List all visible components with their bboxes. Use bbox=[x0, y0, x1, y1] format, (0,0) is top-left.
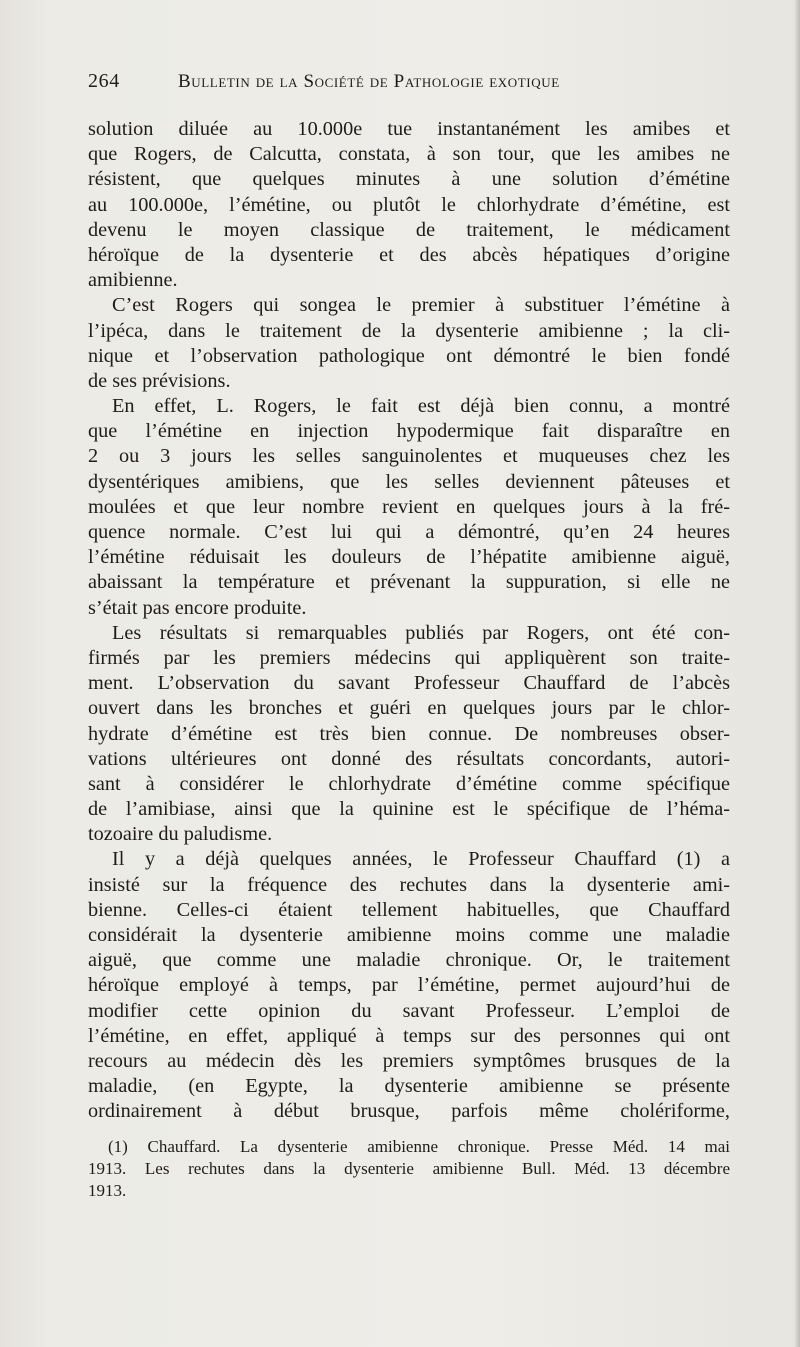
text-line: hydrate d’émétine est très bien connue. De nombreuses obser- bbox=[88, 722, 730, 745]
text-line: sant à considérer le chlorhydrate d’émétine comme spécifique bbox=[88, 772, 730, 795]
page-header bbox=[88, 70, 740, 93]
page-number: 264 bbox=[88, 70, 120, 92]
text-line: aiguë, que comme une maladie chronique. Or, le traitement bbox=[88, 949, 730, 972]
text-line: que Rogers, de Calcutta, constata, à son tour, que les amibes ne bbox=[88, 143, 730, 166]
text-line: Les résultats si remarquables publiés par Rogers, ont été con- bbox=[112, 621, 730, 644]
text-line: ment. L’observation du savant Professeur Chauffard de l’abcès bbox=[88, 672, 730, 695]
text-line: héroïque de la dysenterie et des abcès hépatiques d’origine bbox=[88, 243, 730, 266]
running-head: Bulletin de la Société de Pathologie exotique bbox=[178, 71, 560, 92]
text-line: En effet, L. Rogers, le fait est déjà bien connu, a montré bbox=[112, 395, 730, 418]
text-line: abaissant la température et prévenant la suppuration, si elle ne bbox=[88, 571, 730, 594]
text-line: amibienne. bbox=[88, 269, 178, 292]
text-line: moulées et que leur nombre revient en quelques jours à la fré- bbox=[88, 495, 730, 518]
text-line: ordinairement à début brusque, parfois même cholériforme, bbox=[88, 1100, 730, 1123]
text-line: recours au médecin dès les premiers symptômes brusques de la bbox=[88, 1049, 730, 1072]
footnotes bbox=[88, 1136, 730, 1202]
text-line: considérait la dysenterie amibienne moins comme une maladie bbox=[88, 924, 730, 946]
text-line: solution diluée au 10.000e tue instantanément les amibes et bbox=[88, 118, 730, 140]
text-line: firmés par les premiers médecins qui appliquèrent son traite- bbox=[88, 646, 730, 669]
text-line: ouvert dans les bronches et guéri en quelques jours par le chlor- bbox=[88, 697, 730, 720]
body-text bbox=[88, 117, 730, 1125]
text-line: devenu le moyen classique de traitement, le médicament bbox=[88, 218, 730, 241]
footnote-line: 1913. bbox=[88, 1181, 127, 1200]
text-line: résistent, que quelques minutes à une solution d’émétine bbox=[88, 168, 730, 191]
text-line: Il y a déjà quelques années, le Professeur Chauffard (1) a bbox=[112, 848, 730, 871]
text-line: vations ultérieures ont donné des résultats concordants, autori- bbox=[88, 747, 730, 770]
text-line: maladie, (en Egypte, la dysenterie amibienne se présente bbox=[88, 1075, 730, 1098]
text-line: quence normale. C’est lui qui a démontré, qu’en 24 heures bbox=[88, 521, 730, 543]
text-line: que l’émétine en injection hypodermique fait disparaître en bbox=[88, 420, 730, 443]
text-line: l’émétine réduisait les douleurs de l’hépatite amibienne aiguë, bbox=[88, 546, 730, 569]
text-line: modifier cette opinion du savant Professeur. L’emploi de bbox=[88, 999, 730, 1022]
text-line: dysentériques amibiens, que les selles deviennent pâteuses et bbox=[88, 470, 730, 493]
text-line: l’émétine, en effet, appliqué à temps sur des personnes qui ont bbox=[88, 1024, 730, 1047]
footnote-line: 1913. Les rechutes dans la dysenterie amibienne Bull. Méd. 13 décembre bbox=[88, 1159, 730, 1178]
text-line: bienne. Celles-ci étaient tellement habituelles, que Chauffard bbox=[88, 898, 730, 921]
text-line: l’ipéca, dans le traitement de la dysenterie amibienne ; la cli- bbox=[88, 319, 730, 342]
text-line: insisté sur la fréquence des rechutes dans la dysenterie ami- bbox=[88, 873, 730, 896]
text-line: tozoaire du paludisme. bbox=[88, 823, 273, 846]
text-line: s’était pas encore produite. bbox=[88, 596, 307, 619]
text-line: nique et l’observation pathologique ont démontré le bien fondé bbox=[88, 344, 730, 367]
text-line: de ses prévisions. bbox=[88, 369, 231, 392]
text-line: héroïque employé à temps, par l’émétine, permet aujourd’hui de bbox=[88, 974, 730, 997]
text-line: 2 ou 3 jours les selles sanguinolentes et muqueuses chez les bbox=[88, 445, 730, 468]
text-line: de l’amibiase, ainsi que la quinine est le spécifique de l’héma- bbox=[88, 798, 730, 821]
footnote-line: (1) Chauffard. La dysenterie amibienne chronique. Presse Méd. 14 mai bbox=[108, 1137, 730, 1156]
text-line: au 100.000e, l’émétine, ou plutôt le chlorhydrate d’émétine, est bbox=[88, 193, 730, 216]
text-line: C’est Rogers qui songea le premier à substituer l’émétine à bbox=[112, 294, 730, 317]
